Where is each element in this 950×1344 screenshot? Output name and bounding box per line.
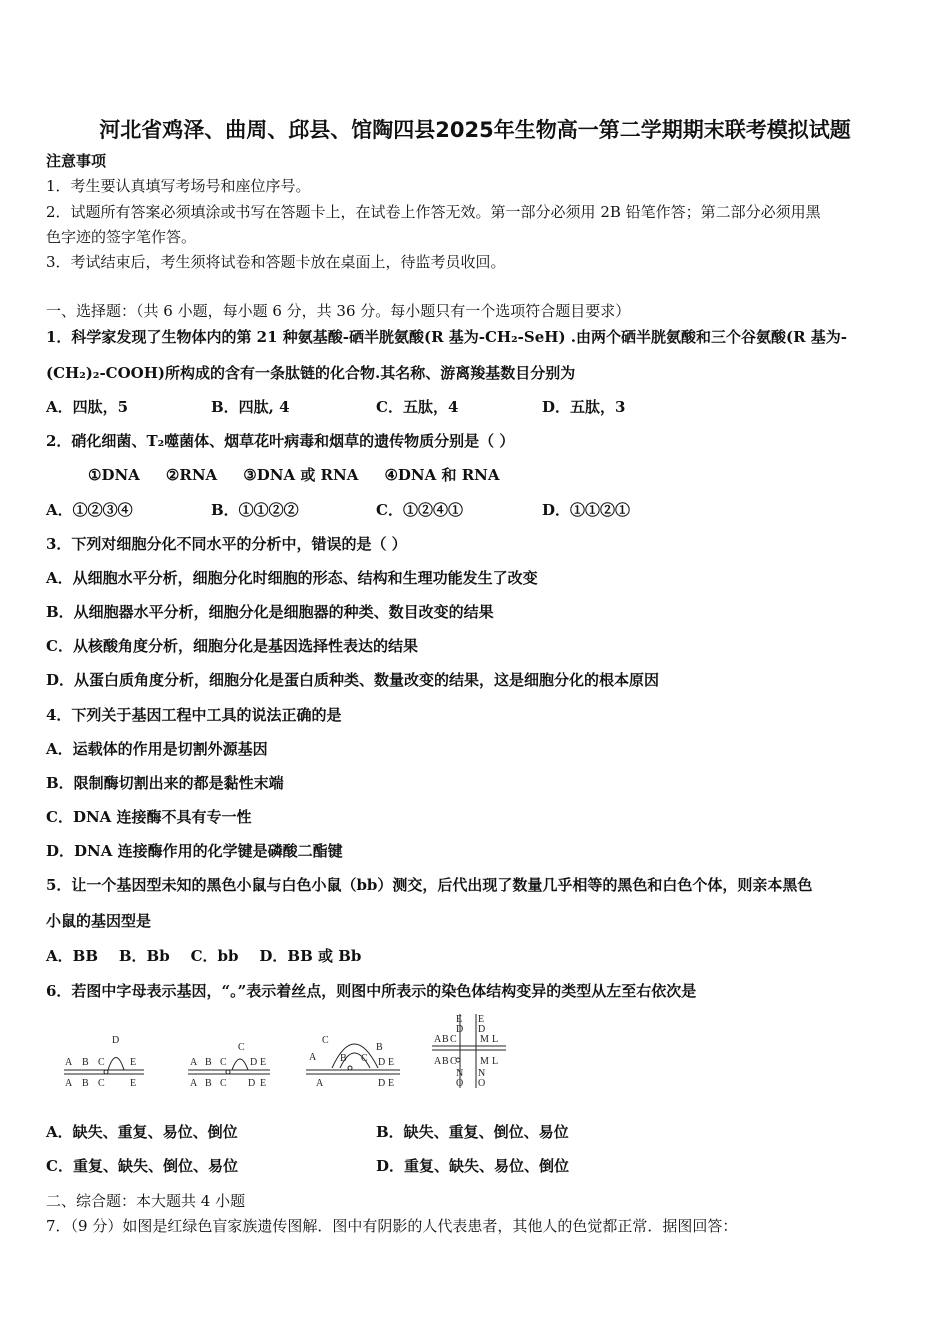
svg-text:C: C: [322, 1035, 329, 1046]
svg-text:E: E: [478, 1014, 485, 1025]
diagram-1-deletion: [64, 1035, 144, 1089]
svg-text:C: C: [98, 1057, 105, 1068]
q6-chromosome-diagram: [60, 1010, 520, 1100]
section1-heading: 一、选择题：（共 6 小题，每小题 6 分，共 36 分。每小题只有一个选项符合题目要求）: [46, 302, 631, 320]
q5-stem-line2: 小鼠的基因型是: [46, 912, 152, 930]
svg-text:E: E: [260, 1057, 267, 1068]
svg-text:D: D: [456, 1024, 464, 1035]
svg-text:A: A: [434, 1056, 442, 1067]
svg-text:A: A: [434, 1034, 442, 1045]
notice-item-2: 2．试题所有答案必须填涂或书写在答题卡上，在试卷上作答无效。第一部分必须用 2B 铅笔作答；第二部分必须用黑: [46, 203, 821, 221]
svg-text:E: E: [130, 1078, 137, 1089]
svg-text:D: D: [378, 1057, 386, 1068]
svg-text:B: B: [442, 1034, 449, 1045]
svg-text:B: B: [82, 1078, 89, 1089]
notice-item-1: 1．考生要认真填写考场号和座位序号。: [46, 177, 311, 195]
q3-option-c: C．从核酸角度分析，细胞分化是基因选择性表达的结果: [46, 637, 418, 655]
svg-text:L: L: [492, 1034, 499, 1045]
q6-option-c: C．重复、缺失、倒位、易位: [46, 1157, 238, 1175]
svg-text:B: B: [205, 1078, 212, 1089]
q1-option-b: B．四肽, 4: [211, 398, 290, 416]
svg-text:B: B: [376, 1042, 383, 1053]
svg-text:D: D: [250, 1057, 258, 1068]
svg-text:D: D: [478, 1024, 486, 1035]
svg-text:D: D: [112, 1035, 120, 1046]
svg-text:A: A: [309, 1052, 317, 1063]
svg-text:E: E: [260, 1078, 267, 1089]
page-title: 河北省鸡泽、曲周、邱县、馆陶四县2025年生物高一第二学期期末联考模拟试题: [99, 118, 851, 142]
q1-option-d: D．五肽，3: [542, 398, 626, 416]
q4-option-c: C．DNA 连接酶不具有专一性: [46, 808, 252, 826]
notice-item-2-cont: 色字迹的签字笔作答。: [46, 228, 197, 246]
q2-stem: 2．硝化细菌、T₂噬菌体、烟草花叶病毒和烟草的遗传物质分别是（ ）: [46, 432, 515, 450]
q3-option-a: A．从细胞水平分析，细胞分化时细胞的形态、结构和生理功能发生了改变: [46, 569, 538, 587]
svg-text:M: M: [480, 1034, 489, 1045]
svg-text:B: B: [340, 1053, 347, 1064]
q6-stem: 6．若图中字母表示基因，“。”表示着丝点，则图中所表示的染色体结构变异的类型从左至右依次是: [46, 982, 697, 1000]
svg-text:C: C: [220, 1057, 227, 1068]
svg-text:L: L: [492, 1056, 499, 1067]
svg-text:B: B: [205, 1057, 212, 1068]
q6-option-b: B．缺失、重复、倒位、易位: [376, 1123, 569, 1141]
diagram-4-translocation: [432, 1014, 506, 1089]
svg-text:D: D: [378, 1078, 386, 1089]
q2-option-a: A．①②③④: [46, 501, 133, 519]
svg-text:E: E: [388, 1078, 395, 1089]
svg-text:C: C: [361, 1053, 368, 1064]
svg-text:C: C: [98, 1078, 105, 1089]
q1-stem-line2: (CH₂)₂-COOH)所构成的含有一条肽链的化合物.其名称、游离羧基数目分别为: [46, 364, 576, 382]
svg-text:D: D: [248, 1078, 256, 1089]
svg-text:A: A: [190, 1057, 198, 1068]
svg-text:M: M: [480, 1056, 489, 1067]
svg-text:A: A: [190, 1078, 198, 1089]
svg-text:E: E: [388, 1057, 395, 1068]
q1-stem-line1: 1．科学家发现了生物体内的第 21 种氨基酸-硒半胱氨酸(R 基为-CH₂-SeH) .由两个硒半胱氨酸和三个谷氨酸(R 基为-: [46, 328, 848, 346]
q2-option-b: B．①①②②: [211, 501, 299, 519]
svg-text:E: E: [130, 1057, 137, 1068]
svg-text:A: A: [65, 1057, 73, 1068]
q3-option-d: D．从蛋白质角度分析，细胞分化是蛋白质种类、数量改变的结果，这是细胞分化的根本原因: [46, 671, 660, 689]
diagram-3-inversion: [306, 1035, 400, 1089]
svg-text:B: B: [82, 1057, 89, 1068]
svg-text:C: C: [450, 1056, 457, 1067]
svg-text:A: A: [316, 1078, 324, 1089]
q6-option-d: D．重复、缺失、易位、倒位: [376, 1157, 570, 1175]
q2-option-c: C．①②④①: [376, 501, 463, 519]
notice-item-3: 3．考试结束后，考生须将试卷和答题卡放在桌面上，待监考员收回。: [46, 253, 506, 271]
svg-text:C: C: [238, 1042, 245, 1053]
diagram-2-duplication: [188, 1042, 270, 1089]
svg-text:N: N: [478, 1068, 486, 1079]
svg-text:N: N: [456, 1068, 464, 1079]
svg-text:A: A: [65, 1078, 73, 1089]
svg-text:O: O: [478, 1078, 486, 1089]
q4-option-d: D．DNA 连接酶作用的化学键是磷酸二酯键: [46, 842, 343, 860]
svg-text:E: E: [456, 1014, 463, 1025]
q1-option-a: A．四肽，5: [46, 398, 129, 416]
q4-option-b: B．限制酶切割出来的都是黏性末端: [46, 774, 284, 792]
section2-heading: 二、综合题：本大题共 4 小题: [46, 1192, 246, 1210]
q2-option-d: D．①①②①: [542, 501, 631, 519]
q4-stem: 4．下列关于基因工程中工具的说法正确的是: [46, 706, 342, 724]
q1-option-c: C．五肽，4: [376, 398, 459, 416]
svg-text:B: B: [442, 1056, 449, 1067]
notice-heading: 注意事项: [46, 152, 107, 170]
q5-stem-line1: 5．让一个基因型未知的黑色小鼠与白色小鼠（bb）测交，后代出现了数量几乎相等的黑色和白色个体，则亲本黑色: [46, 876, 813, 894]
q4-option-a: A．运载体的作用是切割外源基因: [46, 740, 268, 758]
q2-choices: ①DNA ②RNA ③DNA 或 RNA ④DNA 和 RNA: [88, 466, 500, 484]
svg-text:C: C: [450, 1034, 457, 1045]
q7-stem: 7．（9 分）如图是红绿色盲家族遗传图解．图中有阴影的人代表患者，其他人的色觉都正常．据图回答：: [46, 1217, 738, 1235]
q6-option-a: A．缺失、重复、易位、倒位: [46, 1123, 238, 1141]
svg-text:C: C: [220, 1078, 227, 1089]
q3-stem: 3．下列对细胞分化不同水平的分析中，错误的是（ ）: [46, 535, 407, 553]
q5-options: A．BB B．Bb C．bb D．BB 或 Bb: [46, 947, 362, 965]
svg-text:O: O: [456, 1078, 464, 1089]
q3-option-b: B．从细胞器水平分析，细胞分化是细胞器的种类、数目改变的结果: [46, 603, 494, 621]
